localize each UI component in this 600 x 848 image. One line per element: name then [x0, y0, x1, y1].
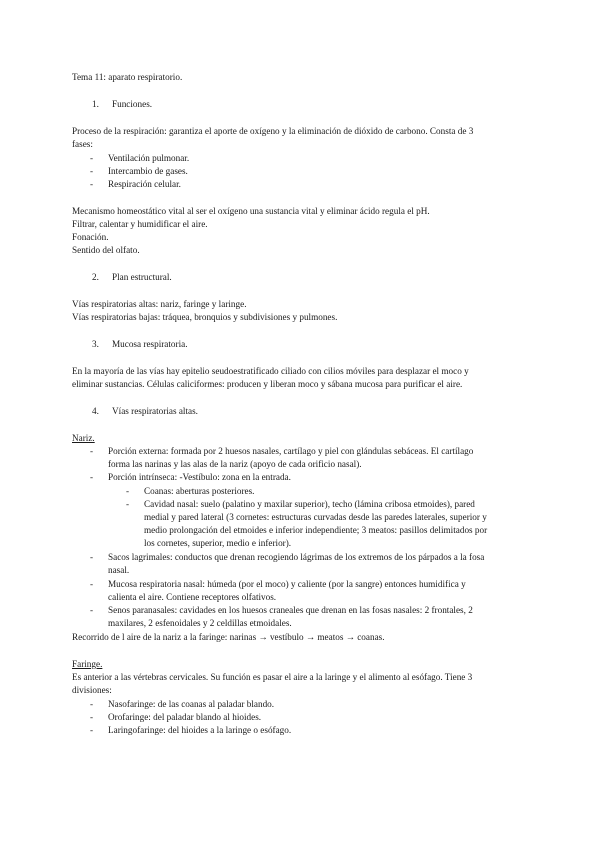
sub-list-item — [126, 485, 254, 498]
list-item-text: Porción intrínseca: -Vestíbulo: zona en la entrada. — [108, 472, 291, 482]
paragraph: Fonación. — [72, 232, 109, 242]
list-item-continuation: forma las narinas y las alas de la nariz (apoyo de cada orificio nasal). — [108, 459, 362, 469]
paragraph: eliminar sustancias. Células caliciformes: producen y liberan moco y sábana mucosa para purificar el aire. — [72, 379, 463, 389]
bullet-dash: - — [90, 153, 94, 163]
list-item-text: Mucosa respiratoria nasal: húmeda (por el moco) y caliente (por la sangre) entonces humidifica y — [108, 579, 466, 589]
list-item — [90, 471, 291, 484]
bullet-dash: - — [90, 605, 94, 615]
subheading-nariz: Nariz. — [72, 433, 95, 443]
section-3-heading — [92, 338, 188, 351]
section-number: 3. — [92, 339, 99, 349]
list-item — [90, 445, 473, 458]
list-item-text: Senos paranasales: cavidades en los huesos craneales que drenan en las fosas nasales: 2 frontales, 2 — [108, 605, 473, 615]
bullet-dash: - — [90, 699, 94, 709]
list-item-text: Intercambio de gases. — [108, 166, 188, 176]
paragraph: Sentido del olfato. — [72, 245, 140, 255]
paragraph: Filtrar, calentar y humidificar el aire. — [72, 219, 208, 229]
bullet-dash: - — [90, 446, 94, 456]
list-item — [90, 724, 291, 737]
section-number: 4. — [92, 406, 99, 416]
bullet-dash: - — [90, 712, 94, 722]
bullet-dash: - — [90, 725, 94, 735]
section-1-heading — [92, 98, 152, 111]
list-item-text: Porción externa: formada por 2 huesos nasales, cartílago y piel con glándulas sebáceas. El cartílago — [108, 446, 474, 456]
section-title: Vías respiratorias altas. — [112, 406, 198, 416]
list-item-continuation: calienta el aire. Contiene receptores olfativos. — [108, 592, 277, 602]
section-title: Funciones. — [112, 99, 153, 109]
section-number: 2. — [92, 272, 99, 282]
doc-title: Tema 11: aparato respiratorio. — [72, 72, 183, 82]
list-item-text: Laringofaringe: del hioides a la laringe o esófago. — [108, 725, 292, 735]
list-item-text: Sacos lagrimales: conductos que drenan recogiendo lágrimas de los extremos de los párpados a la fosa — [108, 552, 485, 562]
list-item-text: Nasofaringe: de las coanas al paladar blando. — [108, 699, 275, 709]
list-item-text: Orofaringe: del paladar blando al hioides. — [108, 712, 262, 722]
paragraph: fases: — [72, 139, 93, 149]
list-item — [90, 152, 189, 165]
paragraph: Vías respiratorias bajas: tráquea, bronquios y subdivisiones y pulmones. — [72, 312, 338, 322]
paragraph: divisiones: — [72, 685, 112, 695]
bullet-dash: - — [90, 552, 94, 562]
list-item-continuation: los cornetes, superior, medio e inferior). — [144, 538, 292, 548]
list-item — [90, 178, 181, 191]
list-item — [90, 698, 274, 711]
list-item-continuation: medio prolongación del etmoides e inferior independiente; 3 meatos: pasillos delimitados por — [144, 525, 488, 535]
subheading-faringe: Faringe. — [72, 659, 103, 669]
section-number: 1. — [92, 99, 99, 109]
list-item — [90, 551, 484, 564]
list-item — [90, 604, 473, 617]
paragraph: Es anterior a las vértebras cervicales. Su función es pasar el aire a la laringe y el alimento al esófago. Tiene 3 — [72, 672, 473, 682]
list-item-text: Respiración celular. — [108, 179, 181, 189]
section-title: Plan estructural. — [112, 272, 172, 282]
list-item — [90, 165, 188, 178]
sub-list-item — [126, 498, 475, 511]
bullet-dash: - — [126, 486, 130, 496]
paragraph: Mecanismo homeostático vital al ser el oxígeno una sustancia vital y eliminar ácido regula el pH. — [72, 206, 430, 216]
paragraph: En la mayoría de las vías hay epitelio seudoestratificado ciliado con cilios móviles para desplazar el moco y — [72, 366, 469, 376]
paragraph: Proceso de la respiración: garantiza el aporte de oxígeno y la eliminación de dióxido de carbono. Consta de 3 — [72, 126, 474, 136]
list-item-continuation: nasal. — [108, 565, 130, 575]
paragraph: Recorrido de l aire de la nariz a la faringe: narinas → vestíbulo → meatos → coanas. — [72, 632, 385, 642]
list-item-text: Coanas: aberturas posteriores. — [144, 486, 255, 496]
list-item-continuation: maxilares, 2 esfenoidales y 2 celdillas etmoidales. — [108, 618, 292, 628]
list-item-text: Cavidad nasal: suelo (palatino y maxilar superior), techo (lámina cribosa etmoides), pared — [144, 499, 475, 509]
bullet-dash: - — [90, 166, 94, 176]
bullet-dash: - — [90, 179, 94, 189]
list-item — [90, 578, 466, 591]
paragraph: Vías respiratorias altas: nariz, faringe y laringe. — [72, 299, 247, 309]
bullet-dash: - — [90, 472, 94, 482]
section-title: Mucosa respiratoria. — [112, 339, 188, 349]
list-item-continuation: medial y pared lateral (3 cornetes: estructuras curvadas desde las paredes laterales, superior y — [144, 512, 487, 522]
section-2-heading — [92, 271, 172, 284]
list-item-text: Ventilación pulmonar. — [108, 153, 190, 163]
section-4-heading — [92, 405, 198, 418]
bullet-dash: - — [126, 499, 130, 509]
list-item — [90, 711, 261, 724]
bullet-dash: - — [90, 579, 94, 589]
